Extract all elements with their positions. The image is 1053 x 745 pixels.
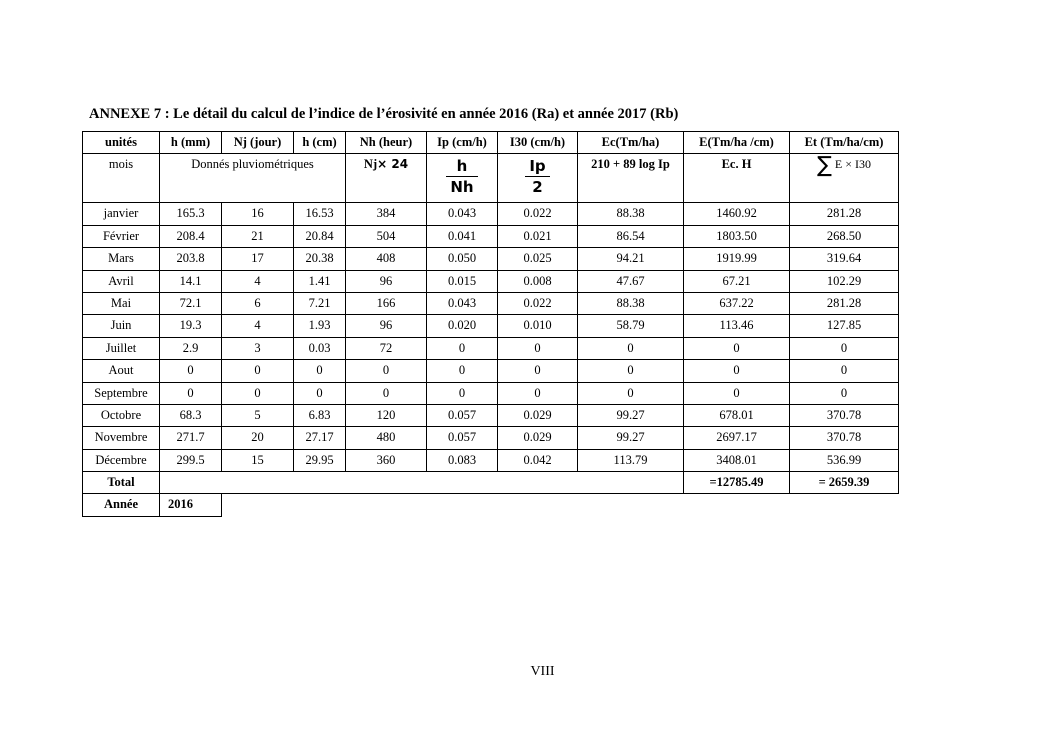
cell-mois: Novembre — [83, 427, 160, 449]
cell-et: 319.64 — [790, 248, 899, 270]
cell-h-mm: 14.1 — [160, 270, 222, 292]
cell-ec: 0 — [578, 360, 684, 382]
cell-h-mm: 72.1 — [160, 292, 222, 314]
cell-ec: 88.38 — [578, 203, 684, 225]
cell-e: 0 — [684, 382, 790, 404]
cell-et: 102.29 — [790, 270, 899, 292]
table-row — [83, 404, 899, 426]
cell-ec: 99.27 — [578, 427, 684, 449]
formula-ip-numerator: h — [456, 157, 468, 176]
header-e: E(Tm/ha /cm) — [684, 132, 790, 154]
page-number: VIII — [530, 664, 555, 679]
formula-ec: 210 + 89 log Ip — [578, 154, 684, 203]
formula-i30-numerator: Ip — [529, 157, 546, 176]
cell-ec: 113.79 — [578, 449, 684, 471]
cell-e: 678.01 — [684, 404, 790, 426]
table-row — [83, 337, 899, 359]
header-nh: Nh (heur) — [346, 132, 427, 154]
total-row — [83, 472, 899, 494]
cell-h-cm: 20.84 — [294, 225, 346, 247]
cell-e: 1460.92 — [684, 203, 790, 225]
cell-nj: 3 — [222, 337, 294, 359]
annee-value: 2016 — [160, 494, 222, 516]
cell-ec: 94.21 — [578, 248, 684, 270]
formula-nh-prefix: Nj — [363, 157, 378, 172]
cell-et: 281.28 — [790, 203, 899, 225]
cell-e: 3408.01 — [684, 449, 790, 471]
cell-i30: 0 — [498, 382, 578, 404]
cell-h-mm: 208.4 — [160, 225, 222, 247]
cell-ip: 0.083 — [427, 449, 498, 471]
cell-et: 0 — [790, 360, 899, 382]
cell-h-cm: 16.53 — [294, 203, 346, 225]
header-row — [83, 132, 899, 154]
cell-ec: 47.67 — [578, 270, 684, 292]
cell-h-mm: 0 — [160, 382, 222, 404]
cell-e: 1803.50 — [684, 225, 790, 247]
cell-h-cm: 20.38 — [294, 248, 346, 270]
cell-ip: 0 — [427, 360, 498, 382]
table-row — [83, 449, 899, 471]
cell-h-mm: 19.3 — [160, 315, 222, 337]
cell-ip: 0.050 — [427, 248, 498, 270]
cell-e: 637.22 — [684, 292, 790, 314]
total-empty — [160, 472, 684, 494]
header-h-cm: h (cm) — [294, 132, 346, 154]
cell-h-mm: 203.8 — [160, 248, 222, 270]
cell-nj: 20 — [222, 427, 294, 449]
annee-empty — [222, 494, 899, 516]
cell-mois: Décembre — [83, 449, 160, 471]
table-row — [83, 270, 899, 292]
header-i30: I30 (cm/h) — [498, 132, 578, 154]
table-row — [83, 203, 899, 225]
cell-et: 127.85 — [790, 315, 899, 337]
cell-i30: 0 — [498, 360, 578, 382]
cell-nh: 480 — [346, 427, 427, 449]
cell-ec: 58.79 — [578, 315, 684, 337]
cell-e: 0 — [684, 360, 790, 382]
cell-h-cm: 7.21 — [294, 292, 346, 314]
cell-nj: 5 — [222, 404, 294, 426]
cell-h-cm: 1.41 — [294, 270, 346, 292]
cell-nj: 15 — [222, 449, 294, 471]
formula-nh — [346, 154, 427, 203]
cell-nh: 408 — [346, 248, 427, 270]
cell-i30: 0.022 — [498, 203, 578, 225]
cell-h-mm: 0 — [160, 360, 222, 382]
cell-i30: 0.022 — [498, 292, 578, 314]
cell-h-cm: 1.93 — [294, 315, 346, 337]
cell-nh: 0 — [346, 360, 427, 382]
cell-ip: 0.057 — [427, 427, 498, 449]
cell-ip: 0.043 — [427, 203, 498, 225]
cell-ip: 0 — [427, 382, 498, 404]
table-row — [83, 360, 899, 382]
cell-nh: 504 — [346, 225, 427, 247]
cell-h-cm: 29.95 — [294, 449, 346, 471]
cell-et: 0 — [790, 337, 899, 359]
cell-nj: 16 — [222, 203, 294, 225]
formula-donnees: Donnés pluviométriques — [160, 154, 346, 203]
cell-i30: 0 — [498, 337, 578, 359]
cell-ip: 0.057 — [427, 404, 498, 426]
erosivity-table — [82, 131, 899, 517]
formula-e: Ec. H — [684, 154, 790, 203]
cell-ec: 0 — [578, 382, 684, 404]
cell-nj: 6 — [222, 292, 294, 314]
cell-mois: Juin — [83, 315, 160, 337]
cell-h-cm: 0.03 — [294, 337, 346, 359]
cell-ip: 0.015 — [427, 270, 498, 292]
header-unites: unités — [83, 132, 160, 154]
cell-e: 113.46 — [684, 315, 790, 337]
cell-nj: 17 — [222, 248, 294, 270]
cell-nh: 360 — [346, 449, 427, 471]
cell-et: 281.28 — [790, 292, 899, 314]
cell-nh: 120 — [346, 404, 427, 426]
cell-mois: Juillet — [83, 337, 160, 359]
cell-mois: Septembre — [83, 382, 160, 404]
cell-ip: 0 — [427, 337, 498, 359]
total-et: = 2659.39 — [790, 472, 899, 494]
cell-nh: 96 — [346, 315, 427, 337]
cell-e: 1919.99 — [684, 248, 790, 270]
cell-nh: 96 — [346, 270, 427, 292]
cell-h-mm: 68.3 — [160, 404, 222, 426]
cell-nh: 384 — [346, 203, 427, 225]
cell-i30: 0.021 — [498, 225, 578, 247]
cell-nj: 0 — [222, 382, 294, 404]
cell-et: 0 — [790, 382, 899, 404]
cell-h-mm: 271.7 — [160, 427, 222, 449]
cell-h-cm: 0 — [294, 360, 346, 382]
cell-ec: 86.54 — [578, 225, 684, 247]
formula-et — [790, 154, 899, 203]
cell-et: 370.78 — [790, 404, 899, 426]
table-row — [83, 248, 899, 270]
cell-ec: 0 — [578, 337, 684, 359]
cell-ec: 88.38 — [578, 292, 684, 314]
cell-nj: 4 — [222, 315, 294, 337]
cell-et: 536.99 — [790, 449, 899, 471]
header-ip: Ip (cm/h) — [427, 132, 498, 154]
table-row — [83, 225, 899, 247]
formula-ip — [427, 154, 498, 203]
cell-nh: 166 — [346, 292, 427, 314]
formula-row — [83, 154, 899, 203]
cell-h-mm: 2.9 — [160, 337, 222, 359]
cell-h-cm: 27.17 — [294, 427, 346, 449]
cell-ip: 0.041 — [427, 225, 498, 247]
cell-et: 370.78 — [790, 427, 899, 449]
table-row — [83, 382, 899, 404]
cell-e: 0 — [684, 337, 790, 359]
cell-i30: 0.010 — [498, 315, 578, 337]
page-title: ANNEXE 7 : Le détail du calcul de l’indice de l’érosivité en année 2016 (Ra) et année 2017 (Rb) — [89, 106, 679, 122]
cell-mois: Aout — [83, 360, 160, 382]
cell-i30: 0.008 — [498, 270, 578, 292]
header-ec: Ec(Tm/ha) — [578, 132, 684, 154]
header-et: Et (Tm/ha/cm) — [790, 132, 899, 154]
cell-nh: 0 — [346, 382, 427, 404]
cell-h-cm: 6.83 — [294, 404, 346, 426]
header-h-mm: h (mm) — [160, 132, 222, 154]
formula-i30-denominator: 2 — [525, 176, 549, 197]
formula-mois: mois — [83, 154, 160, 203]
cell-mois: Mai — [83, 292, 160, 314]
cell-i30: 0.029 — [498, 404, 578, 426]
cell-mois: janvier — [83, 203, 160, 225]
cell-i30: 0.029 — [498, 427, 578, 449]
cell-h-mm: 165.3 — [160, 203, 222, 225]
table-row — [83, 427, 899, 449]
formula-nh-suffix: × 24 — [377, 157, 409, 172]
cell-mois: Mars — [83, 248, 160, 270]
cell-mois: Octobre — [83, 404, 160, 426]
cell-nj: 21 — [222, 225, 294, 247]
cell-i30: 0.042 — [498, 449, 578, 471]
cell-ip: 0.043 — [427, 292, 498, 314]
table-row — [83, 292, 899, 314]
cell-mois: Février — [83, 225, 160, 247]
cell-ip: 0.020 — [427, 315, 498, 337]
formula-i30 — [498, 154, 578, 203]
cell-e: 67.21 — [684, 270, 790, 292]
cell-e: 2697.17 — [684, 427, 790, 449]
formula-et-rest: E × I30 — [834, 157, 871, 172]
cell-et: 268.50 — [790, 225, 899, 247]
annee-row — [83, 494, 899, 516]
cell-mois: Avril — [83, 270, 160, 292]
cell-h-mm: 299.5 — [160, 449, 222, 471]
cell-ec: 99.27 — [578, 404, 684, 426]
table-row — [83, 315, 899, 337]
total-label: Total — [83, 472, 160, 494]
cell-nh: 72 — [346, 337, 427, 359]
formula-ip-denominator: Nh — [446, 176, 477, 197]
cell-nj: 0 — [222, 360, 294, 382]
header-nj: Nj (jour) — [222, 132, 294, 154]
annee-label: Année — [83, 494, 160, 516]
cell-i30: 0.025 — [498, 248, 578, 270]
cell-nj: 4 — [222, 270, 294, 292]
formula-et-sigma: ∑ — [817, 153, 832, 179]
cell-h-cm: 0 — [294, 382, 346, 404]
total-e: =12785.49 — [684, 472, 790, 494]
